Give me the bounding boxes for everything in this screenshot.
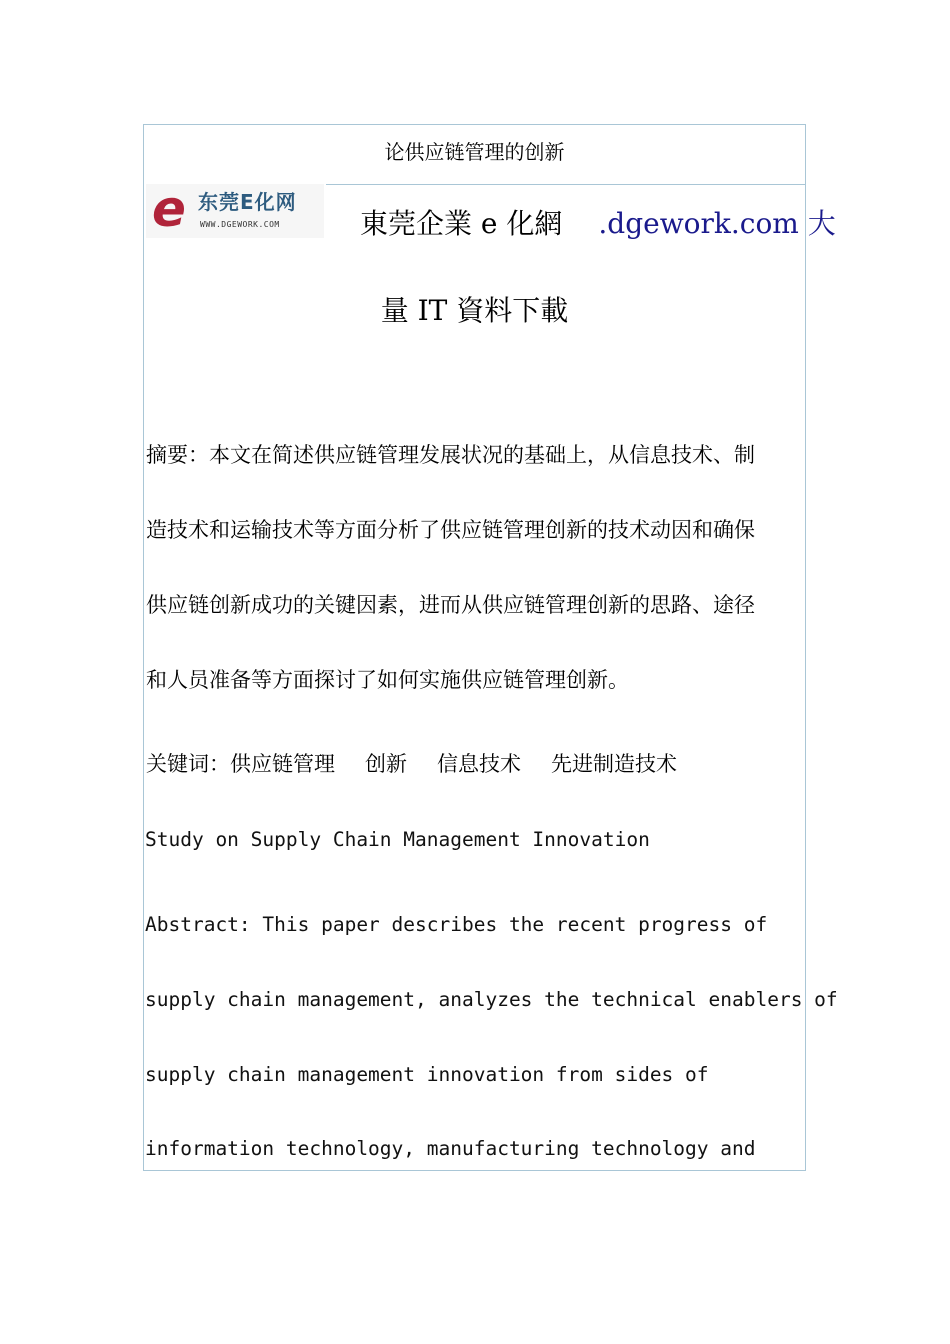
keywords-line [146,747,806,781]
logo-name: 东莞E化网 [198,190,297,214]
keyword: 供应链管理 [230,752,335,776]
english-title: Study on Supply Chain Management Innovation [145,828,650,851]
ad-banner-line1 [360,204,836,244]
logo-url: WWW.DGEWORK.COM [200,220,280,229]
abstract-cn-line: 摘要：本文在简述供应链管理发展状况的基础上，从信息技术、制 [146,443,755,467]
keywords-label: 关键词： [146,752,230,776]
abstract-en-line: supply chain management innovation from sides of [145,1063,709,1086]
document-title: 论供应链管理的创新 [384,140,565,164]
abstract-en-line: supply chain management, analyzes the technical enablers of [145,988,838,1011]
logo-e-mark: e [152,180,186,238]
dgework-logo [146,180,324,238]
title-divider [326,184,806,185]
keyword: 创新 [365,752,407,776]
keyword: 先进制造技术 [551,752,677,776]
keyword: 信息技术 [437,752,521,776]
abstract-cn-line: 和人员准备等方面探讨了如何实施供应链管理创新。 [146,668,629,692]
ad-site-link[interactable]: .dgework.com 大 [598,207,836,240]
ad-site-name: 東莞企業 e 化網 [360,207,563,240]
abstract-en-line: Abstract: This paper describes the recent progress of [145,913,768,936]
ad-banner-line2: 量 IT 資料下載 [380,294,569,327]
abstract-cn-line: 供应链创新成功的关键因素，进而从供应链管理创新的思路、途径 [146,593,755,617]
abstract-en-line: information technology, manufacturing technology and [145,1137,756,1160]
abstract-cn-line: 造技术和运输技术等方面分析了供应链管理创新的技术动因和确保 [146,518,755,542]
